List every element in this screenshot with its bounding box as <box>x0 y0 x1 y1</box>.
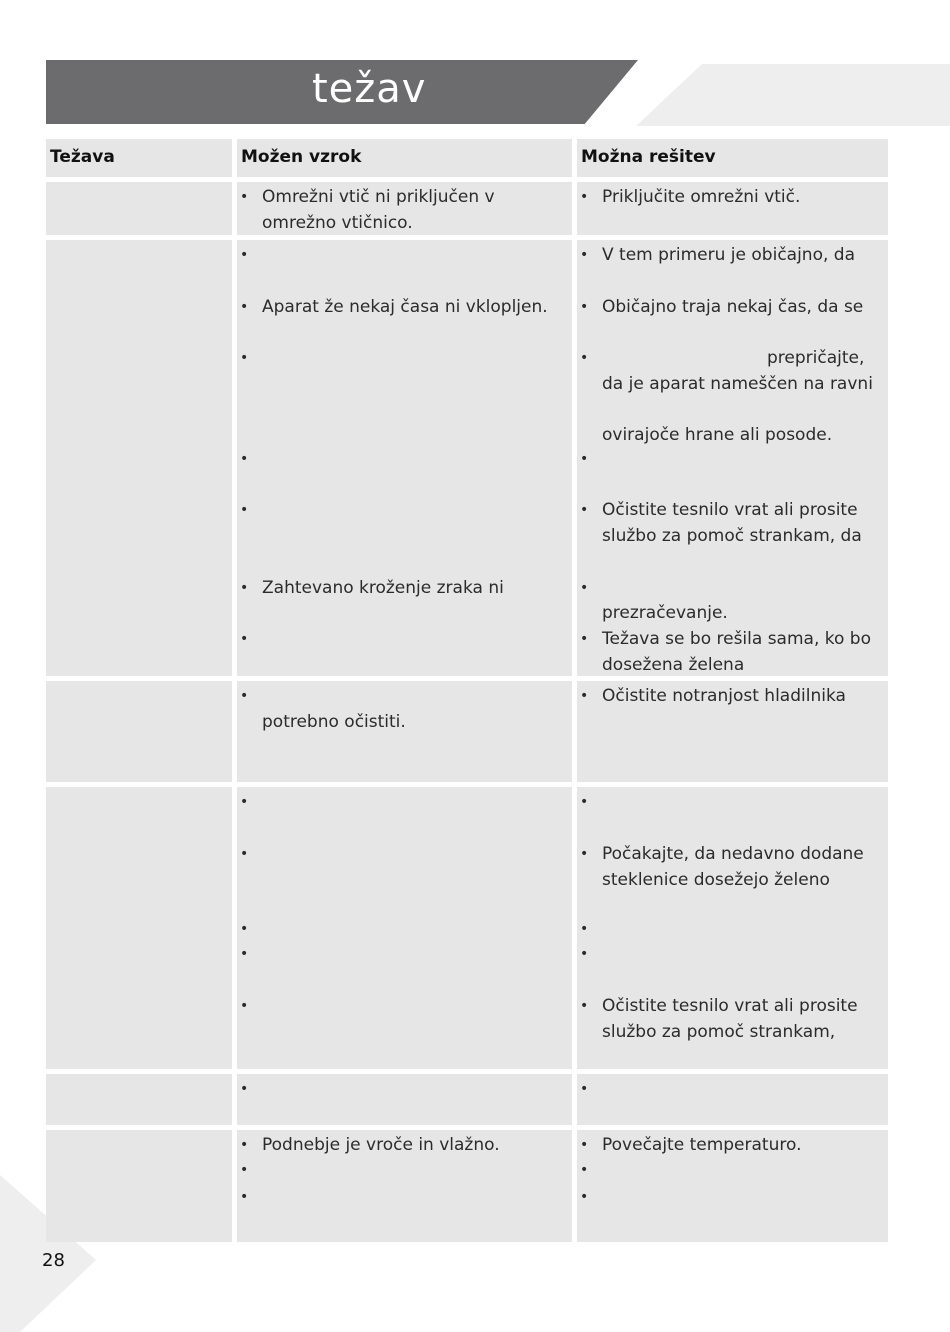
bullet-icon: • <box>240 247 249 263</box>
bullet-icon: • <box>580 247 589 263</box>
bullet-icon: • <box>240 502 249 518</box>
solution-line <box>577 993 888 1019</box>
cause-line <box>237 789 572 815</box>
bullet-icon: • <box>240 1162 249 1178</box>
problem-cell <box>46 1074 232 1125</box>
solution-cell <box>577 1130 888 1242</box>
bullet-icon: • <box>240 998 249 1014</box>
bullet-icon: • <box>580 1081 589 1097</box>
cause-line <box>237 709 572 735</box>
solution-line <box>577 1157 888 1183</box>
solution-text: Očistite tesnilo vrat ali prosite <box>602 500 858 520</box>
solution-line <box>577 371 888 397</box>
problem-cell <box>46 787 232 1069</box>
cause-line <box>237 210 572 236</box>
bullet-icon: • <box>240 946 249 962</box>
solution-text: Težava se bo rešila sama, ko bo <box>602 629 871 649</box>
bullet-icon: • <box>240 688 249 704</box>
solution-text: steklenice dosežejo želeno <box>602 870 830 890</box>
page-title: težav <box>312 66 427 112</box>
solution-text: Priključite omrežni vtič. <box>602 187 801 207</box>
solution-text: prepričajte, <box>767 348 865 368</box>
bullet-icon: • <box>240 1137 249 1153</box>
cause-line <box>237 1076 572 1102</box>
solution-text: službo za pomoč strankam, <box>602 1022 836 1042</box>
solution-line <box>577 523 888 549</box>
bullet-icon: • <box>240 1081 249 1097</box>
solution-text: prezračevanje. <box>602 603 728 623</box>
solution-line <box>577 916 888 942</box>
cause-line <box>237 242 572 268</box>
bullet-icon: • <box>580 350 589 366</box>
solution-line <box>577 242 888 268</box>
solution-line <box>577 841 888 867</box>
cause-line <box>237 497 572 523</box>
bullet-icon: • <box>580 1137 589 1153</box>
solution-text: Počakajte, da nedavno dodane <box>602 844 864 864</box>
solution-line <box>577 789 888 815</box>
solution-line <box>577 294 888 320</box>
solution-line <box>577 422 888 448</box>
solution-cell <box>577 182 888 235</box>
table-row <box>46 240 888 676</box>
bullet-icon: • <box>580 189 589 205</box>
table-row <box>46 1074 888 1125</box>
cause-text: potrebno očistiti. <box>262 712 406 732</box>
problem-cell <box>46 681 232 782</box>
cause-cell <box>237 182 572 235</box>
cause-line <box>237 294 572 320</box>
cause-cell <box>237 1130 572 1242</box>
solution-cell <box>577 1074 888 1125</box>
solution-text: Očistite notranjost hladilnika <box>602 686 846 706</box>
bullet-icon: • <box>580 451 589 467</box>
column-header-problem: Težava <box>46 139 232 177</box>
solution-text: dosežena želena <box>602 655 745 675</box>
cause-line <box>237 1157 572 1183</box>
bullet-icon: • <box>240 189 249 205</box>
solution-line <box>577 1184 888 1210</box>
solution-text: ovirajoče hrane ali posode. <box>602 425 833 445</box>
solution-line <box>577 345 888 371</box>
solution-cell <box>577 681 888 782</box>
column-header-solution: Možna rešitev <box>577 139 888 177</box>
bullet-icon: • <box>240 580 249 596</box>
solution-cell <box>577 240 888 676</box>
cause-line <box>237 575 572 601</box>
decorative-corner-top-right <box>630 60 950 130</box>
solution-line <box>577 652 888 678</box>
cause-line <box>237 993 572 1019</box>
solution-line <box>577 446 888 472</box>
solution-text: Očistite tesnilo vrat ali prosite <box>602 996 858 1016</box>
solution-line <box>577 184 888 210</box>
bullet-icon: • <box>580 1189 589 1205</box>
table-row <box>46 787 888 1069</box>
bullet-icon: • <box>240 846 249 862</box>
bullet-icon: • <box>580 921 589 937</box>
bullet-icon: • <box>580 998 589 1014</box>
bullet-icon: • <box>580 502 589 518</box>
solution-line <box>577 497 888 523</box>
solution-text: V tem primeru je običajno, da <box>602 245 855 265</box>
cause-line <box>237 1132 572 1158</box>
solution-text: Povečajte temperaturo. <box>602 1135 802 1155</box>
cause-text: Zahtevano kroženje zraka ni <box>262 578 504 598</box>
cause-line <box>237 683 572 709</box>
column-header-cause: Možen vzrok <box>237 139 572 177</box>
cause-text: omrežno vtičnico. <box>262 213 413 233</box>
cause-line <box>237 345 572 371</box>
bullet-icon: • <box>580 299 589 315</box>
solution-line <box>577 1076 888 1102</box>
cause-cell <box>237 1074 572 1125</box>
table-header-row <box>46 139 888 177</box>
page-number: 28 <box>42 1250 65 1271</box>
troubleshooting-table <box>41 134 893 1247</box>
cause-text: Podnebje je vroče in vlažno. <box>262 1135 500 1155</box>
bullet-icon: • <box>240 350 249 366</box>
bullet-icon: • <box>580 794 589 810</box>
cause-line <box>237 184 572 210</box>
bullet-icon: • <box>580 946 589 962</box>
solution-line <box>577 626 888 652</box>
bullet-icon: • <box>240 299 249 315</box>
solution-text: Običajno traja nekaj čas, da se <box>602 297 864 317</box>
bullet-icon: • <box>240 921 249 937</box>
solution-line <box>577 867 888 893</box>
bullet-icon: • <box>580 1162 589 1178</box>
bullet-icon: • <box>580 631 589 647</box>
cause-text: Omrežni vtič ni priključen v <box>262 187 495 207</box>
bullet-icon: • <box>240 631 249 647</box>
solution-text: službo za pomoč strankam, da <box>602 526 862 546</box>
table-row <box>46 1130 888 1242</box>
solution-cell <box>577 787 888 1069</box>
bullet-icon: • <box>580 580 589 596</box>
solution-line <box>577 941 888 967</box>
bullet-icon: • <box>240 451 249 467</box>
solution-line <box>577 683 888 709</box>
cause-line <box>237 1184 572 1210</box>
solution-line <box>577 1019 888 1045</box>
problem-cell <box>46 182 232 235</box>
cause-text: Aparat že nekaj časa ni vklopljen. <box>262 297 548 317</box>
bullet-icon: • <box>240 1189 249 1205</box>
cause-line <box>237 841 572 867</box>
cause-line <box>237 916 572 942</box>
problem-cell <box>46 240 232 676</box>
table-row <box>46 182 888 235</box>
bullet-icon: • <box>580 846 589 862</box>
cause-cell <box>237 240 572 676</box>
solution-line <box>577 1132 888 1158</box>
cause-line <box>237 626 572 652</box>
bullet-icon: • <box>580 688 589 704</box>
problem-cell <box>46 1130 232 1242</box>
solution-line <box>577 575 888 601</box>
table-row <box>46 681 888 782</box>
cause-cell <box>237 787 572 1069</box>
bullet-icon: • <box>240 794 249 810</box>
cause-line <box>237 941 572 967</box>
solution-text: da je aparat nameščen na ravni <box>602 374 873 394</box>
cause-line <box>237 446 572 472</box>
cause-cell <box>237 681 572 782</box>
solution-line <box>577 600 888 626</box>
